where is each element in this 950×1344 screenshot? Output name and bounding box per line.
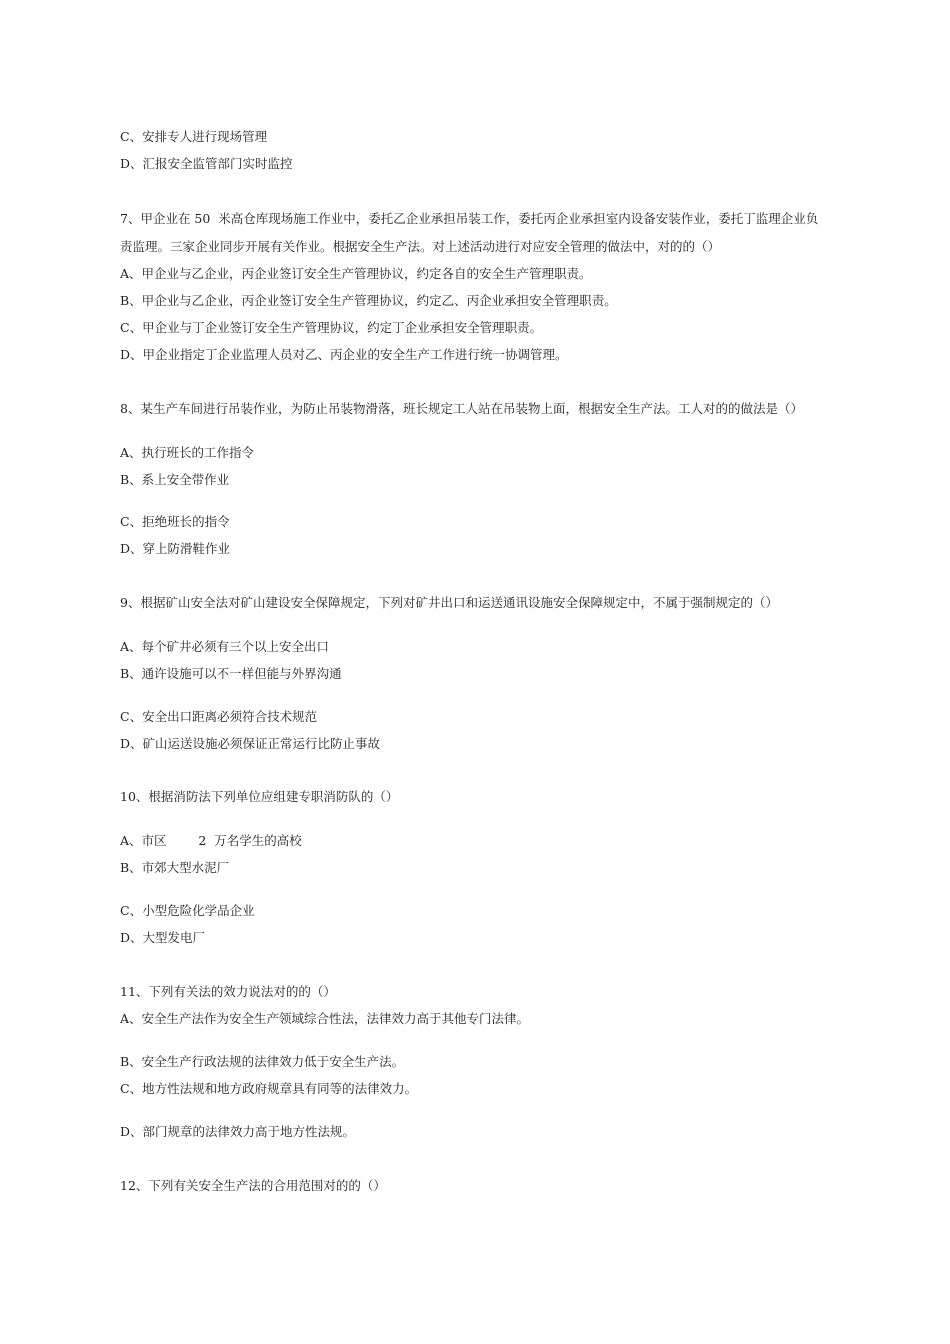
question-9-option-d: D、矿山运送设施必须保证正常运行比防止事故 bbox=[120, 736, 381, 751]
question-10-option-a: A、市区 2 万名学生的高校 bbox=[120, 833, 302, 848]
option-c: C、安排专人进行现场管理 bbox=[120, 129, 268, 144]
question-7-option-d: D、甲企业指定丁企业监理人员对乙、丙企业的安全生产工作进行统一协调管理。 bbox=[120, 347, 568, 362]
question-12-stem: 12、下列有关安全生产法的合用范围对的的（） bbox=[120, 1178, 386, 1193]
question-11-option-b: B、安全生产行政法规的法律效力低于安全生产法。 bbox=[120, 1054, 405, 1069]
question-11-option-a: A、安全生产法作为安全生产领域综合性法，法律效力高于其他专门法律。 bbox=[120, 1011, 530, 1026]
question-11-stem: 11、下列有关法的效力说法对的的（） bbox=[120, 984, 336, 999]
question-8-option-c: C、拒绝班长的指令 bbox=[120, 514, 230, 529]
question-9-option-c: C、安全出口距离必须符合技术规范 bbox=[120, 709, 318, 724]
question-10-option-b: B、市郊大型水泥厂 bbox=[120, 860, 230, 875]
question-8-option-d: D、穿上防滑鞋作业 bbox=[120, 541, 231, 556]
question-8-stem: 8、某生产车间进行吊装作业，为防止吊装物滑落，班长规定工人站在吊装物上面，根据安全生产法。工人对的的做法是（） bbox=[120, 401, 803, 416]
question-9-option-a: A、每个矿井必须有三个以上安全出口 bbox=[120, 639, 330, 654]
question-7-option-c: C、甲企业与丁企业签订安全生产管理协议，约定丁企业承担安全管理职责。 bbox=[120, 320, 543, 335]
option-d: D、汇报安全监管部门实时监控 bbox=[120, 156, 293, 171]
question-7-stem-line-1: 7、甲企业在 50 米高仓库现场施工作业中，委托乙企业承担吊装工作，委托丙企业承担室内设备安装作业，委托丁监理企业负 bbox=[120, 211, 819, 226]
question-7-option-a: A、甲企业与乙企业，丙企业签订安全生产管理协议，约定各自的安全生产管理职责。 bbox=[120, 266, 592, 281]
question-7-stem-line-2: 责监理。三家企业同步开展有关作业。根据安全生产法。对上述活动进行对应安全管理的做法中，对的的（） bbox=[120, 239, 721, 254]
question-10-stem: 10、根据消防法下列单位应组建专职消防队的（） bbox=[120, 789, 399, 804]
question-8-option-b: B、系上安全带作业 bbox=[120, 472, 230, 487]
question-11-option-d: D、部门规章的法律效力高于地方性法规。 bbox=[120, 1124, 356, 1139]
question-10-option-c: C、小型危险化学品企业 bbox=[120, 903, 255, 918]
question-8-option-a: A、执行班长的工作指令 bbox=[120, 445, 255, 460]
question-10-option-d: D、大型发电厂 bbox=[120, 930, 206, 945]
question-9-option-b: B、通许设施可以不一样但能与外界沟通 bbox=[120, 666, 342, 681]
question-9-stem: 9、根据矿山安全法对矿山建设安全保障规定，下列对矿井出口和运送通讯设施安全保障规定中，不属于强制规定的（） bbox=[120, 595, 778, 610]
question-11-option-c: C、地方性法规和地方政府规章具有同等的法律效力。 bbox=[120, 1081, 418, 1096]
question-7-option-b: B、甲企业与乙企业，丙企业签订安全生产管理协议，约定乙、丙企业承担安全管理职责。 bbox=[120, 293, 617, 308]
